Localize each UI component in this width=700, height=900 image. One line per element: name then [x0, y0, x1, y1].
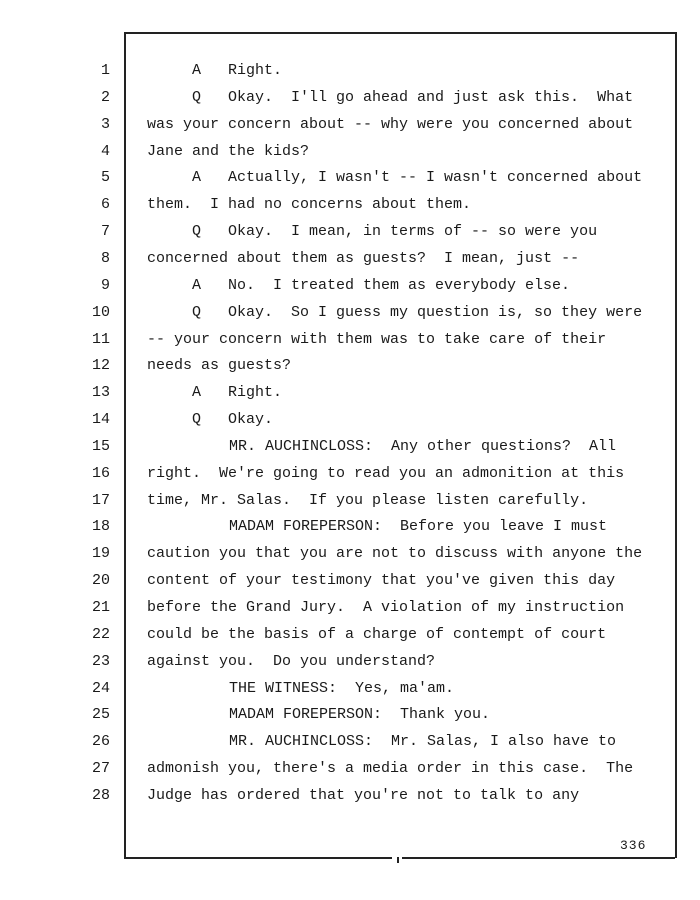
line-text: right. We're going to read you an admonition at this — [147, 464, 625, 482]
bottom-border-tick — [397, 857, 399, 863]
bottom-border-right — [402, 857, 675, 859]
line-number: 23 — [91, 652, 110, 670]
line-number: 21 — [91, 599, 110, 616]
page-number: 336 — [620, 838, 647, 853]
line-number: 4 — [100, 142, 110, 160]
line-number: 14 — [91, 411, 110, 429]
line-text: concerned about them as guests? I mean, just -- — [147, 249, 580, 267]
line-text: A Right. — [192, 62, 283, 79]
line-text: A Right. — [192, 384, 283, 402]
line-number: 13 — [91, 384, 110, 402]
line-number: 9 — [100, 276, 110, 294]
line-text: time, Mr. Salas. If you please listen carefully. — [147, 491, 589, 509]
line-number: 26 — [91, 733, 110, 751]
line-text: them. I had no concerns about them. — [147, 196, 472, 214]
line-number: 19 — [91, 545, 110, 563]
line-text: admonish you, there's a media order in this case. The — [147, 760, 634, 778]
line-number: 16 — [91, 464, 110, 482]
line-text: before the Grand Jury. A violation of my instruction — [147, 599, 625, 616]
line-text: Jane and the kids? — [147, 142, 310, 160]
line-text: MR. AUCHINCLOSS: Mr. Salas, I also have to — [229, 733, 617, 751]
line-text: Q Okay. So I guess my question is, so they were — [192, 303, 643, 321]
line-text: MR. AUCHINCLOSS: Any other questions? All — [229, 437, 617, 455]
line-number: 6 — [100, 196, 110, 214]
line-number: 27 — [91, 760, 110, 778]
line-text: Q Okay. — [192, 411, 274, 429]
transcript-line — [0, 786, 700, 822]
line-number: 1 — [100, 62, 110, 79]
line-number: 28 — [91, 786, 110, 804]
line-number: 5 — [100, 169, 110, 187]
line-text: caution you that you are not to discuss with anyone the — [147, 545, 643, 563]
line-text: Q Okay. I'll go ahead and just ask this. What — [192, 88, 634, 106]
line-number: 25 — [91, 706, 110, 724]
bottom-border-left — [124, 857, 392, 859]
line-number: 20 — [91, 572, 110, 590]
line-number: 11 — [91, 330, 110, 348]
line-text: Q Okay. I mean, in terms of -- so were you — [192, 223, 598, 241]
line-number: 24 — [91, 679, 110, 697]
line-text: Judge has ordered that you're not to talk to any — [147, 786, 580, 804]
line-number: 3 — [100, 115, 110, 133]
line-number: 18 — [91, 518, 110, 536]
line-number: 17 — [91, 491, 110, 509]
line-text: content of your testimony that you've given this day — [147, 572, 616, 590]
line-text: THE WITNESS: Yes, ma'am. — [229, 679, 455, 697]
line-text: MADAM FOREPERSON: Thank you. — [229, 706, 491, 724]
line-number: 2 — [100, 88, 110, 106]
line-number: 22 — [91, 625, 110, 643]
line-text: -- your concern with them was to take care of their — [147, 330, 607, 348]
line-text: A No. I treated them as everybody else. — [192, 276, 571, 294]
line-text: could be the basis of a charge of contempt of court — [147, 625, 607, 643]
line-text: against you. Do you understand? — [147, 652, 436, 670]
line-number: 10 — [91, 303, 110, 321]
line-text: was your concern about -- why were you concerned about — [147, 115, 634, 133]
line-number: 7 — [100, 223, 110, 241]
line-text: A Actually, I wasn't -- I wasn't concerned about — [192, 169, 643, 187]
line-text: MADAM FOREPERSON: Before you leave I must — [229, 518, 608, 536]
line-number: 8 — [100, 249, 110, 267]
line-text: needs as guests? — [147, 357, 292, 375]
line-number: 12 — [91, 357, 110, 375]
line-number: 15 — [91, 437, 110, 455]
